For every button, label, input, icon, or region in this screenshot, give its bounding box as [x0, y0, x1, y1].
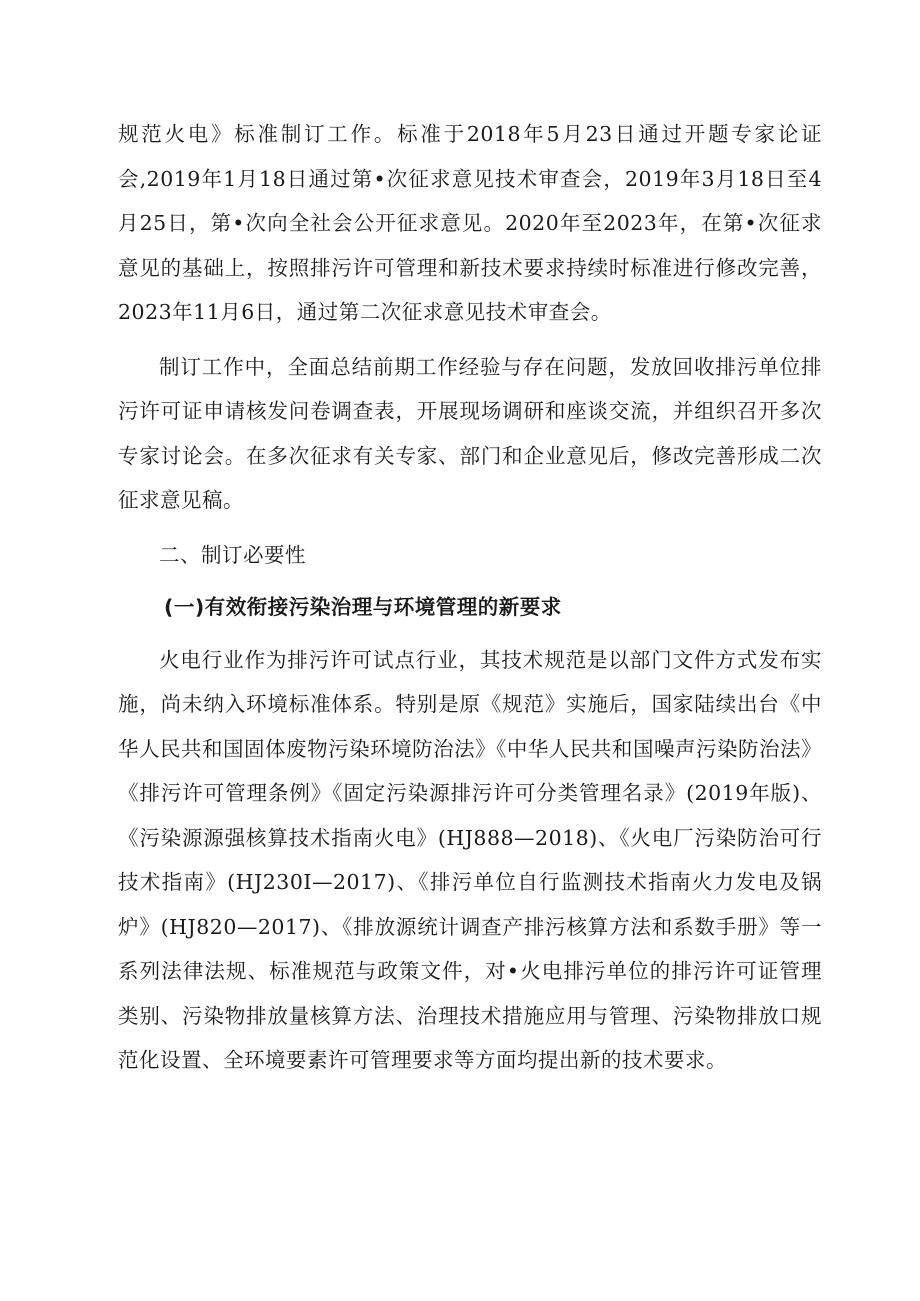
paragraph-industry-background: 火电行业作为排污许可试点行业，其技术规范是以部门文件方式发布实施，尚未纳入环境标准体系。特别是原《规范》实施后，国家陆续出台《中华人民共和国固体废物污染环境防治法》《中华人民共和国噪声污染防治法》《排污许可管理条例》《固定污染源排污许可分类管理名录》(2019年版)、《污染源源强核算技术指南火电》(HJ888—2018)、《火电厂污染防治可行技术指南》(HJ230I—2017)、《排污单位自行监测技术指南火力发电及锅炉》(HJ820—2017)、《排放源统计调查产排污核算方法和系数手册》等一系列法律法规、标准规范与政策文件，对•火电排污单位的排污许可证管理类别、污染物排放量核算方法、治理技术措施应用与管理、污染物排放口规范化设置、全环境要素许可管理要求等方面均提出新的技术要求。: [118, 647, 822, 1072]
paragraph-drafting-work: 制订工作中，全面总结前期工作经验与存在问题，发放回收排污单位排污许可证申请核发问卷调查表，开展现场调研和座谈交流，并组织召开多次专家讨论会。在多次征求有关专家、部门和企业意见后，修改完善形成二次征求意见稿。: [118, 354, 822, 512]
section-heading-necessity: 二、制订必要性: [159, 542, 306, 567]
document-page: [118, 112, 822, 1093]
subsection-heading-new-requirements: (一)有效衔接污染治理与环境管理的新要求: [164, 595, 562, 619]
paragraph-standard-history: 规范火电》标准制订工作。标准于2018年5月23日通过开题专家论证会,2019年1月18日通过第•次征求意见技术审查会，2019年3月18日至4月25日，第•次向全社会公开征求意见。2020年至2023年，在第•次征求意见的基础上，按照排污许可管理和新技术要求持续时标准进行修改完善，2023年11月6日，通过第二次征求意见技术审查会。: [118, 122, 822, 324]
